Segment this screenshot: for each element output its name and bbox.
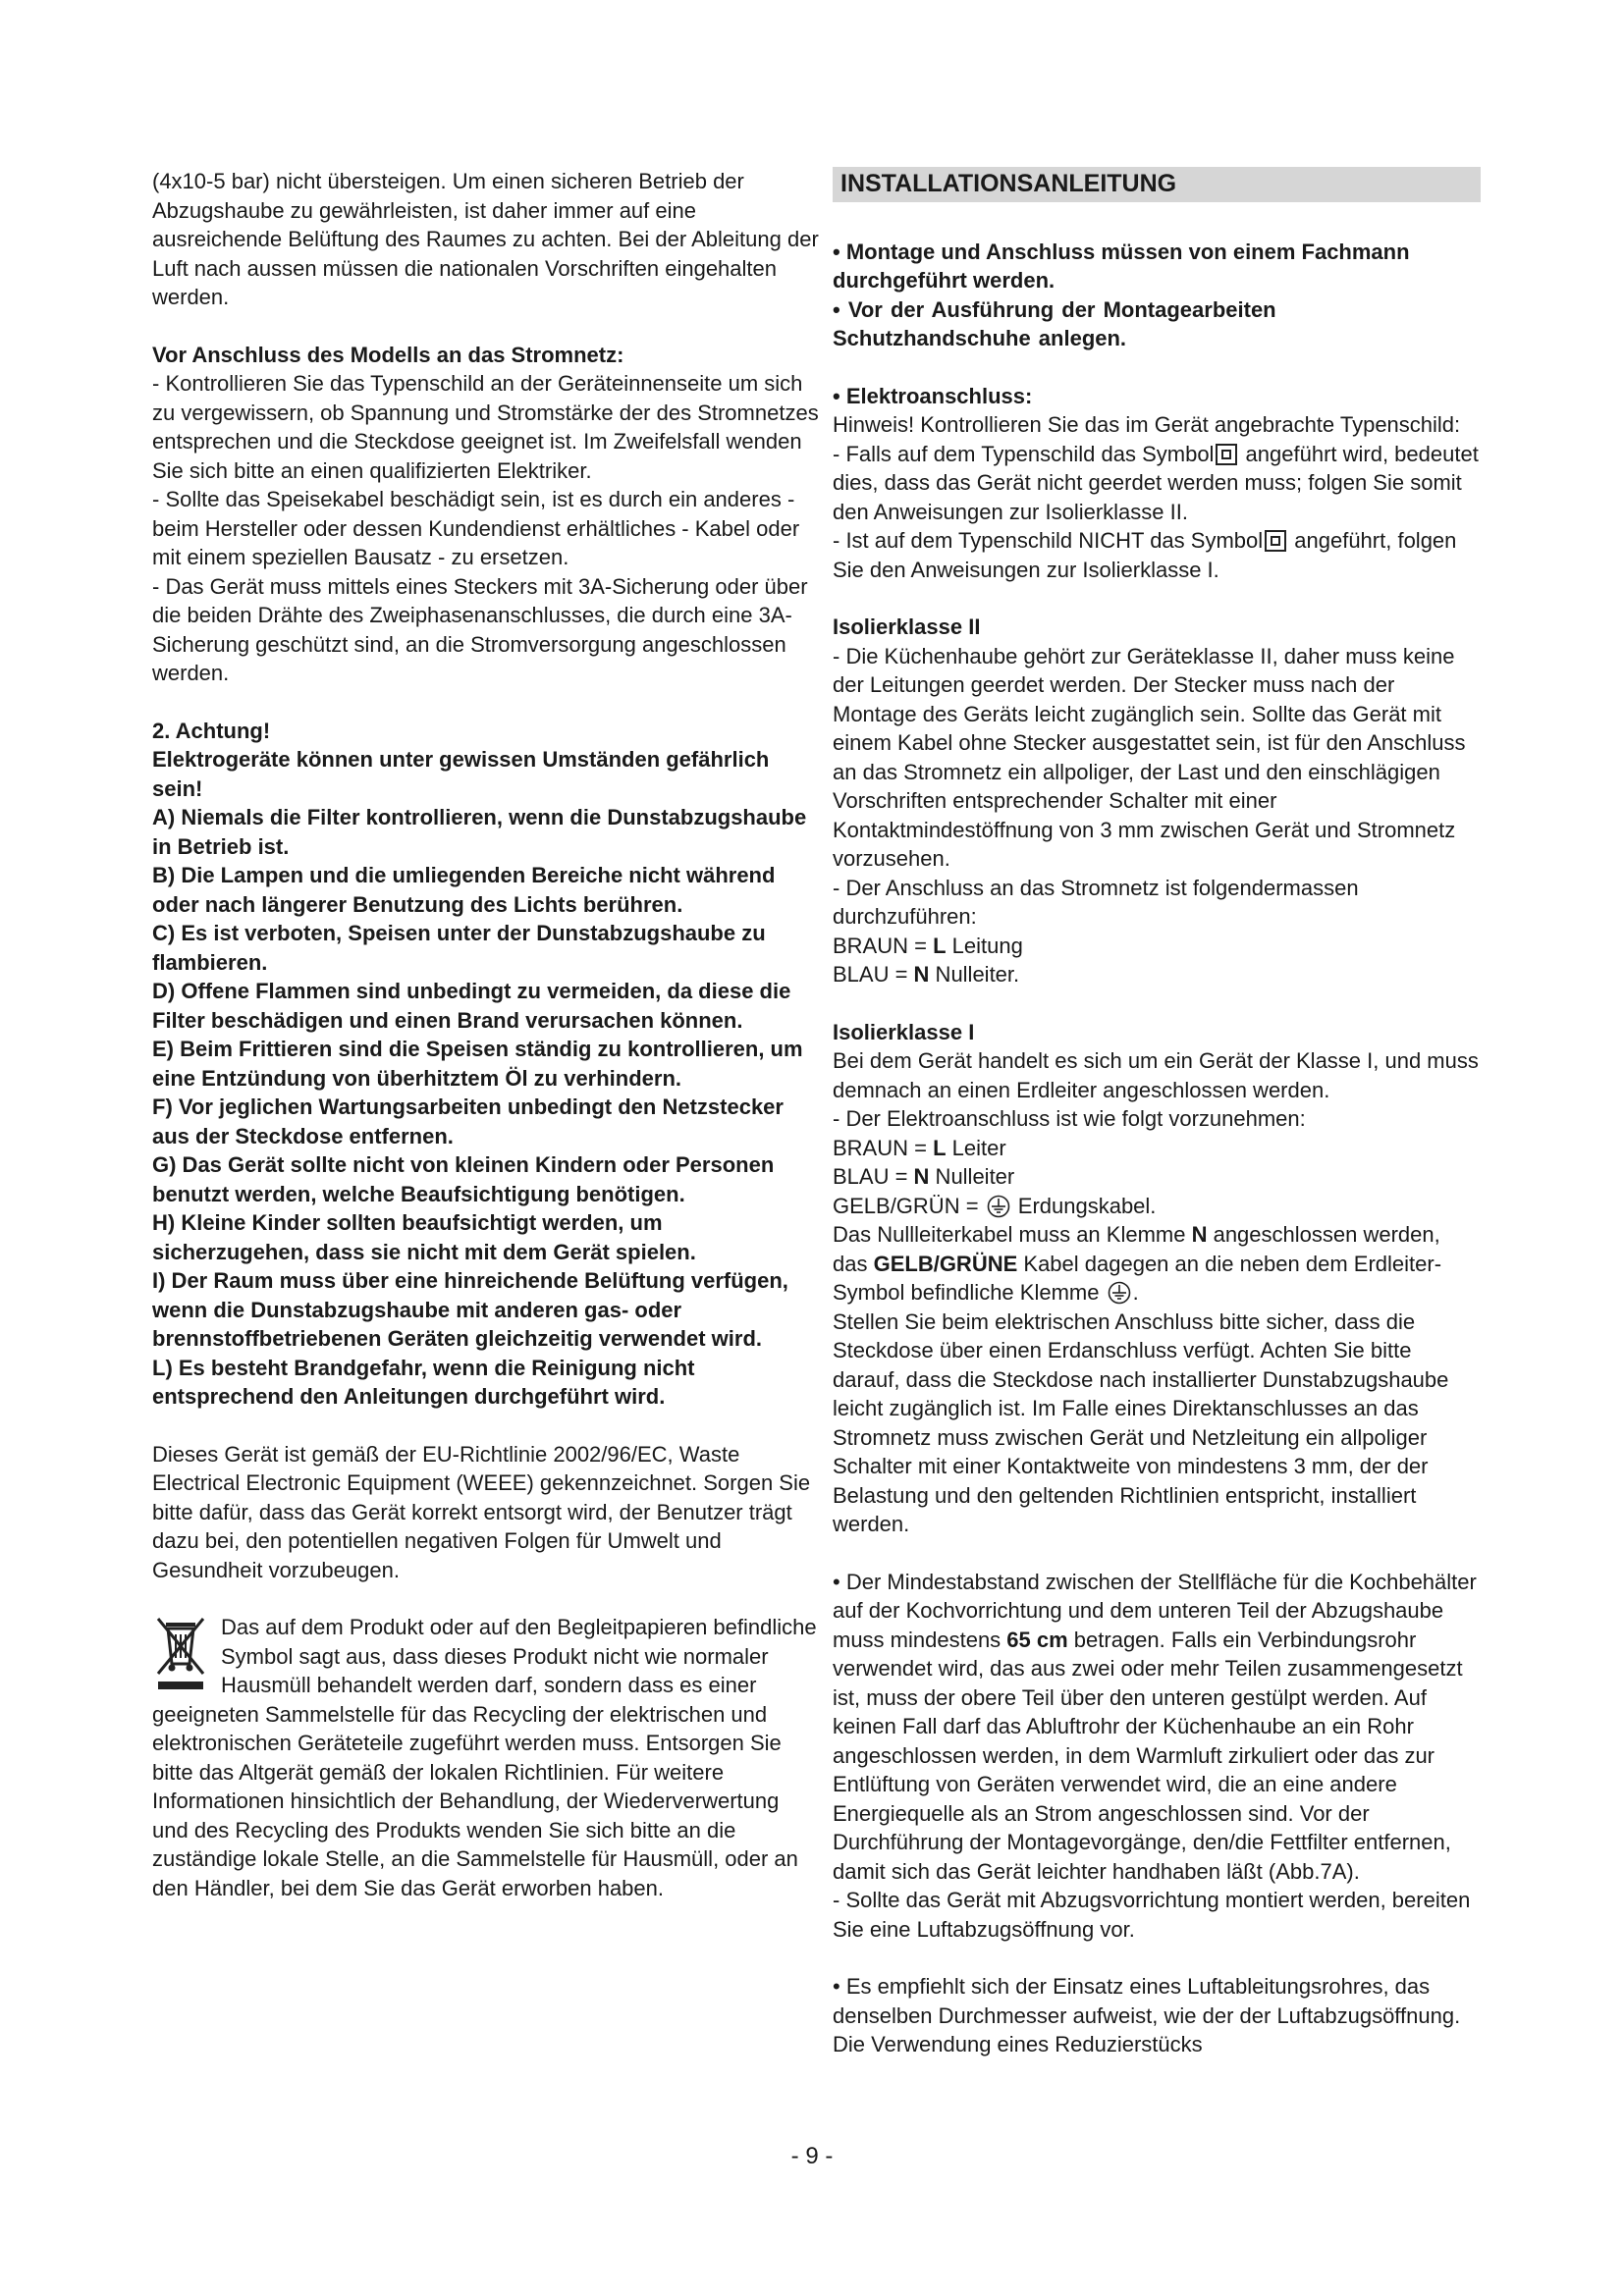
klasse2-paragraph-1: - Die Küchenhaube gehört zur Geräteklasse II, daher muss keine der Leitungen geerdet werden. Der Stecker muss nach der Montage des Geräts leicht zugänglich sein. Sollte das Gerät mit einem Kabel ohne Stecker ausgestattet sein, ist für den Anschluss an das Stromnetz ein allpoliger, der Last und den einschlägigen Vorschriften entsprechender Schalter mit einer Kontaktmindestöffnung von 3 mm zwischen Gerät und Stromnetz vorzusehen. [833, 643, 1466, 871]
warning-item: I) Der Raum muss über eine hinreichende Belüftung verfügen, wenn die Dunstabzugshaube mit anderen gas- oder brennstoffbetriebenen Geräten gleichzeitig verwendet wird. [152, 1268, 788, 1351]
right-column [833, 167, 1481, 2059]
double-insulation-icon [1265, 530, 1286, 552]
klasse2-paragraph-2: - Der Anschluss an das Stromnetz ist folgendermassen durchzuführen: [833, 875, 1359, 929]
warning-item: F) Vor jeglichen Wartungsarbeiten unbedingt den Netzstecker aus der Steckdose entfernen. [152, 1095, 784, 1148]
elektro-heading: • Elektroanschluss: [833, 383, 1033, 408]
klasse2-blau: BLAU = N Nulleiter. [833, 962, 1020, 987]
warning-title: 2. Achtung! [152, 718, 271, 743]
abstand-paragraph-1: • Der Mindestabstand zwischen der Stellfläche für die Kochbehälter auf der Kochvorrichtung und dem unteren Teil der Abzugshaube muss mindestens 65 cm betragen. Falls ein Verbindungsrohr verwendet wird, das aus zwei oder mehr Teilen zusammengesetzt ist, muss der obere Teil über den unteren gestülpt werden. Auf keinen Fall darf das Abluftrohr der Küchenhaube an ein Rohr angeschlossen werden, in dem Warmluft zirkuliert oder das zur Entlüftung von Geräten verwendet wird, die an eine andere Energiequelle als an Strom angeschlossen sind. Vor der Durchführung der Montagevorgänge, den/die Fettfilter entfernen, damit sich das Gerät leichter handhaben läßt (Abb.7A). [833, 1569, 1477, 1884]
power-paragraph-2: - Sollte das Speisekabel beschädigt sein, ist es durch ein anderes - beim Hersteller oder dessen Kundendienst erhältliches - Kabel oder mit einem speziellen Bausatz - zu ersetzen. [152, 487, 800, 569]
warning-item: C) Es ist verboten, Speisen unter der Dunstabzugshaube zu flambieren. [152, 921, 766, 975]
klasse1-paragraph-1: Bei dem Gerät handelt es sich um ein Gerät der Klasse I, und muss demnach an einen Erdleiter angeschlossen werden. [833, 1048, 1479, 1102]
weee-paragraph-2: Das auf dem Produkt oder auf den Begleitpapieren befindliche Symbol sagt aus, dass dieses Produkt nicht wie normaler Hausmüll behandelt werden darf, sondern dass es einer geeigneten Sammelstelle für das Recycling der elektrischen und elektronischen Geräteteile zugeführt werden muss. Entsorgen Sie bitte das Altgerät gemäß der lokalen Richtlinien. Für weitere Informationen hinsichtlich der Behandlung, der Wiederverwertung und des Recycling des Produkts wenden Sie sich bitte an die zuständige lokale Stelle, an die Sammelstelle für Hausmüll, oder an den Händler, bei dem Sie das Gerät erworben haben. [152, 1615, 817, 1900]
warning-item: G) Das Gerät sollte nicht von kleinen Kindern oder Personen benutzt werden, welche Beaufsichtigung benötigen. [152, 1152, 775, 1206]
klasse1-paragraph-2: - Der Elektroanschluss ist wie folgt vorzunehmen: [833, 1106, 1306, 1131]
earth-ground-icon [1108, 1281, 1131, 1305]
klasse1-paragraph-3: Das Nullleiterkabel muss an Klemme N angeschlossen werden, das GELB/GRÜNE Kabel dagegen an die neben dem Erdleiter-Symbol befindliche Klemme . [833, 1222, 1442, 1305]
intro-paragraph: (4x10-5 bar) nicht übersteigen. Um einen sicheren Betrieb der Abzugshaube zu gewährleisten, ist daher immer auf eine ausreichende Belüftung des Raumes zu achten. Bei der Ableitung der Luft nach aussen müssen die nationalen Vorschriften eingehalten werden. [152, 169, 819, 309]
warning-item: L) Es besteht Brandgefahr, wenn die Reinigung nicht entsprechend den Anleitungen durchgeführt wird. [152, 1355, 695, 1409]
bullet-gloves: • Vor der Ausführung der Montagearbeiten Schutzhandschuhe anlegen. [833, 296, 1276, 350]
warning-item: E) Beim Frittieren sind die Speisen ständig zu kontrollieren, um eine Entzündung von überhitztem Öl zu verhindern. [152, 1037, 803, 1091]
elektro-paragraph-3: - Ist auf dem Typenschild NICHT das Symbol angeführt, folgen Sie den Anweisungen zur Isolierklasse I. [833, 528, 1457, 582]
warning-item: B) Die Lampen und die umliegenden Bereiche nicht während oder nach längerer Benutzung des Lichts berühren. [152, 863, 776, 917]
weee-bin-icon [152, 1613, 213, 1691]
klasse1-gelb: GELB/GRÜN = Erdungskabel. [833, 1193, 1157, 1218]
section-title: INSTALLATIONSANLEITUNG [833, 167, 1481, 202]
double-insulation-icon [1216, 444, 1237, 465]
klasse2-heading: Isolierklasse II [833, 614, 981, 639]
klasse1-heading: Isolierklasse I [833, 1019, 975, 1044]
klasse1-blau: BLAU = N Nulleiter [833, 1164, 1015, 1189]
elektro-paragraph-2: - Falls auf dem Typenschild das Symbol angeführt wird, bedeutet dies, dass das Gerät nicht geerdet werden muss; folgen Sie somit den Anweisungen zur Isolierklasse II. [833, 441, 1479, 524]
warning-item: H) Kleine Kinder sollten beaufsichtigt werden, um sicherzugehen, dass sie nicht mit dem Gerät spielen. [152, 1210, 696, 1264]
power-heading: Vor Anschluss des Modells an das Stromnetz: [152, 342, 624, 367]
klasse2-braun: BRAUN = L Leitung [833, 933, 1023, 958]
rohr-paragraph: • Es empfiehlt sich der Einsatz eines Luftableitungsrohres, das denselben Durchmesser aufweist, wie der der Luftabzugsöffnung. Die Verwendung eines Reduzierstücks [833, 1974, 1461, 2056]
power-paragraph-3: - Das Gerät muss mittels eines Steckers mit 3A-Sicherung oder über die beiden Drähte des Zweiphasenanschlusses, die durch eine 3A-Sicherung geschützt sind, an die Stromversorgung angeschlossen werden. [152, 573, 808, 685]
klasse1-braun: BRAUN = L Leiter [833, 1135, 1006, 1160]
abstand-paragraph-2: - Sollte das Gerät mit Abzugsvorrichtung montiert werden, bereiten Sie eine Luftabzugsöffnung vor. [833, 1888, 1471, 1942]
earth-ground-icon [987, 1195, 1010, 1218]
warning-subtitle: Elektrogeräte können unter gewissen Umständen gefährlich sein! [152, 747, 770, 801]
elektro-paragraph-1: Hinweis! Kontrollieren Sie das im Gerät angebrachte Typenschild: [833, 412, 1461, 437]
power-paragraph-1: - Kontrollieren Sie das Typenschild an der Geräteinnenseite um sich zu vergewissern, ob Spannung und Stromstärke der des Stromnetzes entsprechen und die Steckdose geeignet ist. Im Zweifelsfall wenden Sie sich bitte an einen qualifizierten Elektriker. [152, 371, 819, 483]
warning-item: A) Niemals die Filter kontrollieren, wenn die Dunstabzugshaube in Betrieb ist. [152, 805, 807, 859]
weee-block [152, 1613, 820, 1902]
klasse1-paragraph-4: Stellen Sie beim elektrischen Anschluss bitte sicher, dass die Steckdose über einen Erdanschluss verfügt. Achten Sie bitte darauf, dass die Steckdose nach installierter Dunstabzugshaube leicht zugänglich ist. Im Falle eines Direktanschlusses an das Stromnetz muss zwischen Gerät und Netzleitung ein allpoliger Schalter mit einer Kontaktweite von mindestens 3 mm, der der Belastung und den geltenden Richtlinien entspricht, installiert werden. [833, 1308, 1449, 1536]
page-number: - 9 - [790, 2143, 834, 2169]
bullet-professional: • Montage und Anschluss müssen von einem Fachmann durchgeführt werden. [833, 239, 1410, 293]
warning-item: D) Offene Flammen sind unbedingt zu vermeiden, da diese die Filter beschädigen und einen Brand verursachen können. [152, 979, 791, 1033]
weee-paragraph-1: Dieses Gerät ist gemäß der EU-Richtlinie 2002/96/EC, Waste Electrical Electronic Equipment (WEEE) gekennzeichnet. Sorgen Sie bitte dafür, dass das Gerät korrekt entsorgt wird, der Benutzer trägt dazu bei, den potentiellen negativen Folgen für Umwelt und Gesundheit vorzubeugen. [152, 1441, 811, 1582]
left-column [152, 167, 820, 1902]
